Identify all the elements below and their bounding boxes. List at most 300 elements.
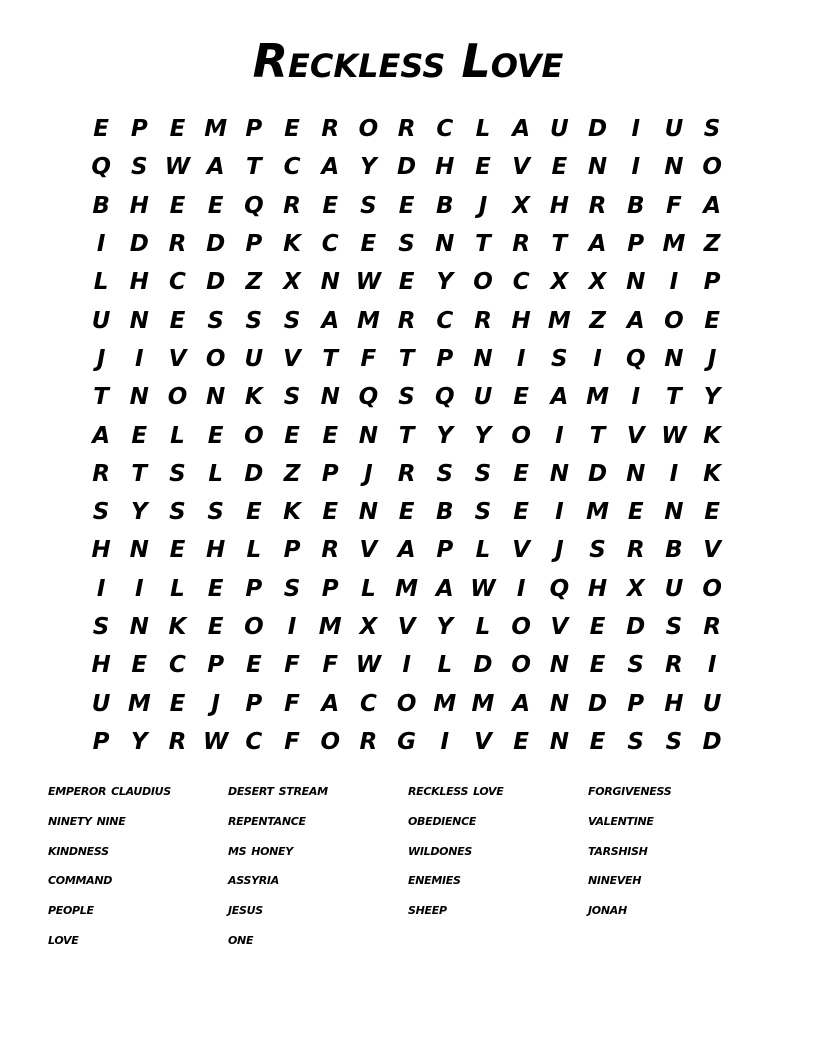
- grid-letter[interactable]: N: [206, 384, 226, 411]
- grid-letter[interactable]: P: [130, 116, 148, 143]
- grid-letter[interactable]: A: [435, 575, 454, 602]
- grid-letter[interactable]: O: [511, 422, 531, 449]
- grid-letter[interactable]: E: [284, 116, 300, 143]
- grid-letter[interactable]: O: [167, 384, 188, 411]
- grid-letter[interactable]: C: [436, 307, 454, 334]
- grid-letter[interactable]: O: [320, 728, 340, 755]
- grid-letter[interactable]: F: [666, 192, 682, 219]
- grid-letter[interactable]: E: [207, 192, 224, 219]
- grid-letter[interactable]: O: [702, 154, 722, 181]
- grid-letter[interactable]: K: [703, 422, 721, 449]
- grid-letter[interactable]: V: [512, 154, 531, 181]
- grid-letter[interactable]: T: [245, 154, 262, 181]
- grid-letter[interactable]: F: [360, 345, 377, 372]
- grid-letter[interactable]: S: [92, 614, 110, 640]
- grid-letter[interactable]: E: [169, 690, 186, 717]
- grid-letter[interactable]: I: [96, 231, 106, 258]
- grid-letter[interactable]: S: [283, 384, 301, 411]
- grid-letter[interactable]: I: [631, 116, 640, 143]
- grid-letter[interactable]: T: [322, 345, 339, 372]
- word-list-item: jesus: [228, 900, 263, 919]
- grid-letter[interactable]: S: [665, 728, 683, 755]
- grid-letter[interactable]: S: [207, 307, 224, 334]
- grid-letter[interactable]: E: [207, 614, 224, 640]
- grid-letter[interactable]: A: [92, 422, 110, 449]
- grid-letter[interactable]: N: [473, 345, 493, 372]
- grid-letter[interactable]: E: [322, 499, 339, 526]
- grid-letter[interactable]: P: [245, 690, 263, 717]
- grid-letter[interactable]: N: [129, 384, 149, 411]
- grid-letter[interactable]: A: [397, 537, 416, 564]
- grid-letter[interactable]: P: [207, 652, 225, 679]
- grid-letter[interactable]: E: [245, 499, 262, 526]
- grid-letter[interactable]: D: [397, 154, 417, 181]
- grid-letter[interactable]: F: [322, 652, 339, 679]
- grid-letter[interactable]: N: [358, 499, 379, 526]
- grid-letter[interactable]: D: [206, 269, 226, 296]
- word-list-item: repentance: [228, 810, 306, 829]
- grid-letter[interactable]: D: [129, 231, 149, 258]
- grid-letter[interactable]: Z: [245, 269, 263, 296]
- grid-letter[interactable]: Q: [549, 575, 570, 602]
- grid-letter[interactable]: K: [168, 614, 187, 640]
- grid-letter[interactable]: M: [586, 499, 609, 526]
- grid-letter[interactable]: T: [551, 231, 568, 258]
- grid-letter[interactable]: O: [244, 614, 264, 640]
- grid-letter[interactable]: V: [359, 537, 378, 564]
- grid-letter[interactable]: H: [129, 192, 149, 219]
- grid-letter[interactable]: S: [283, 575, 301, 602]
- grid-letter[interactable]: E: [169, 116, 186, 143]
- grid-letter[interactable]: W: [202, 728, 229, 755]
- grid-letter[interactable]: H: [206, 537, 226, 564]
- grid-letter[interactable]: M: [127, 690, 151, 717]
- grid-letter[interactable]: M: [318, 614, 342, 640]
- grid-letter[interactable]: D: [626, 614, 646, 640]
- grid-letter[interactable]: C: [512, 269, 530, 296]
- grid-letter[interactable]: C: [359, 690, 377, 717]
- grid-letter[interactable]: N: [129, 307, 149, 334]
- grid-letter[interactable]: Y: [436, 422, 454, 449]
- grid-letter[interactable]: X: [512, 192, 531, 219]
- grid-letter[interactable]: A: [321, 690, 340, 717]
- grid-letter[interactable]: T: [93, 384, 109, 411]
- grid-letter[interactable]: Y: [130, 499, 148, 526]
- grid-letter[interactable]: S: [398, 384, 415, 411]
- grid-letter[interactable]: P: [703, 269, 721, 296]
- grid-letter[interactable]: K: [283, 499, 301, 526]
- grid-letter[interactable]: A: [206, 154, 225, 181]
- grid-letter[interactable]: R: [474, 307, 492, 334]
- grid-letter[interactable]: P: [245, 231, 263, 258]
- grid-letter[interactable]: R: [321, 537, 340, 564]
- grid-letter[interactable]: O: [244, 422, 264, 449]
- grid-letter[interactable]: C: [169, 652, 186, 679]
- grid-letter[interactable]: U: [664, 575, 684, 602]
- grid-letter[interactable]: Y: [703, 384, 721, 411]
- grid-letter[interactable]: V: [550, 614, 569, 640]
- grid-letter[interactable]: B: [436, 192, 454, 219]
- grid-letter[interactable]: I: [516, 575, 526, 602]
- grid-letter[interactable]: R: [283, 192, 301, 219]
- grid-letter[interactable]: E: [513, 499, 530, 526]
- grid-letter[interactable]: O: [511, 614, 531, 640]
- word-list-item: wildones: [408, 840, 472, 859]
- grid-letter[interactable]: O: [511, 652, 531, 679]
- grid-letter[interactable]: L: [361, 575, 376, 602]
- grid-letter[interactable]: S: [169, 499, 186, 526]
- grid-letter[interactable]: V: [474, 728, 492, 755]
- grid-letter[interactable]: H: [129, 269, 149, 296]
- grid-letter[interactable]: Q: [358, 384, 379, 411]
- grid-letter[interactable]: A: [588, 231, 607, 258]
- grid-letter[interactable]: N: [435, 231, 455, 258]
- grid-letter[interactable]: C: [321, 231, 339, 258]
- grid-letter[interactable]: N: [626, 269, 646, 296]
- grid-letter[interactable]: C: [169, 269, 186, 296]
- grid-letter[interactable]: W: [355, 652, 382, 679]
- grid-letter[interactable]: A: [512, 690, 531, 717]
- grid-letter[interactable]: R: [168, 231, 187, 258]
- grid-letter[interactable]: O: [396, 690, 417, 717]
- grid-letter[interactable]: A: [626, 307, 645, 334]
- grid-letter[interactable]: S: [130, 154, 148, 181]
- grid-letter[interactable]: P: [436, 537, 454, 564]
- grid-letter[interactable]: N: [320, 384, 340, 411]
- grid-letter[interactable]: Q: [244, 192, 264, 219]
- grid-letter[interactable]: J: [211, 690, 220, 717]
- grid-letter[interactable]: X: [626, 575, 645, 602]
- grid-letter[interactable]: Z: [283, 460, 301, 487]
- grid-letter[interactable]: P: [321, 460, 339, 487]
- grid-letter[interactable]: S: [283, 307, 301, 334]
- grid-letter[interactable]: T: [131, 460, 148, 487]
- grid-letter[interactable]: L: [437, 652, 453, 679]
- grid-letter[interactable]: N: [587, 154, 608, 181]
- grid-letter[interactable]: W: [470, 575, 496, 602]
- grid-letter[interactable]: R: [397, 460, 416, 487]
- grid-letter[interactable]: E: [322, 192, 339, 219]
- grid-letter[interactable]: A: [703, 192, 721, 219]
- grid-letter[interactable]: M: [204, 116, 228, 143]
- grid-letter[interactable]: J: [555, 537, 564, 564]
- grid-letter[interactable]: J: [96, 345, 106, 372]
- grid-letter[interactable]: X: [359, 614, 378, 640]
- grid-letter[interactable]: E: [169, 192, 186, 219]
- grid-letter[interactable]: E: [131, 422, 148, 449]
- grid-letter[interactable]: E: [513, 460, 530, 487]
- grid-letter[interactable]: D: [702, 728, 722, 755]
- grid-letter[interactable]: D: [244, 460, 264, 487]
- grid-letter[interactable]: Y: [130, 728, 148, 755]
- grid-letter[interactable]: L: [170, 575, 185, 602]
- grid-letter[interactable]: E: [398, 499, 415, 526]
- grid-letter[interactable]: R: [359, 728, 378, 755]
- grid-letter[interactable]: K: [244, 384, 263, 411]
- grid-letter[interactable]: I: [669, 460, 679, 487]
- grid-letter[interactable]: E: [551, 154, 568, 181]
- grid-letter[interactable]: T: [398, 422, 415, 449]
- word-list-item: reckless love: [408, 781, 504, 799]
- grid-letter[interactable]: A: [512, 116, 531, 143]
- grid-letter[interactable]: D: [587, 460, 608, 487]
- grid-letter[interactable]: I: [631, 154, 640, 181]
- grid-letter[interactable]: R: [397, 116, 416, 143]
- grid-letter[interactable]: F: [284, 652, 300, 679]
- grid-letter[interactable]: N: [549, 728, 569, 755]
- grid-letter[interactable]: Q: [91, 154, 111, 181]
- grid-letter[interactable]: U: [550, 116, 569, 143]
- grid-letter[interactable]: U: [473, 384, 493, 411]
- grid-letter[interactable]: R: [397, 307, 416, 334]
- grid-letter[interactable]: Y: [436, 269, 454, 296]
- grid-letter[interactable]: R: [665, 652, 683, 679]
- grid-letter[interactable]: W: [355, 269, 382, 296]
- grid-letter[interactable]: R: [92, 460, 110, 487]
- grid-letter[interactable]: W: [661, 422, 687, 449]
- grid-letter[interactable]: H: [587, 575, 608, 602]
- grid-letter[interactable]: K: [703, 460, 721, 487]
- grid-letter[interactable]: E: [513, 384, 530, 411]
- grid-letter[interactable]: E: [93, 116, 109, 143]
- grid-letter[interactable]: N: [664, 154, 684, 181]
- grid-letter[interactable]: I: [555, 499, 564, 526]
- grid-letter[interactable]: U: [702, 690, 722, 717]
- grid-letter[interactable]: M: [433, 690, 457, 717]
- grid-letter[interactable]: B: [665, 537, 683, 564]
- grid-letter[interactable]: T: [666, 384, 682, 411]
- grid-letter[interactable]: C: [436, 116, 454, 143]
- grid-letter[interactable]: E: [513, 728, 530, 755]
- grid-letter[interactable]: E: [589, 614, 606, 640]
- grid-letter[interactable]: U: [91, 690, 111, 717]
- grid-letter[interactable]: S: [474, 499, 492, 526]
- grid-letter[interactable]: R: [703, 614, 721, 640]
- word-list-item: emperor claudius: [48, 781, 171, 799]
- word-list-item: assyria: [228, 870, 279, 889]
- grid-letter[interactable]: N: [129, 537, 149, 564]
- grid-letter[interactable]: H: [511, 307, 531, 334]
- grid-letter[interactable]: E: [704, 307, 720, 334]
- grid-letter[interactable]: O: [205, 345, 226, 372]
- grid-letter[interactable]: E: [169, 307, 186, 334]
- grid-letter[interactable]: B: [436, 499, 454, 526]
- grid-letter[interactable]: T: [398, 345, 415, 372]
- grid-letter[interactable]: E: [704, 499, 720, 526]
- grid-letter[interactable]: S: [627, 728, 644, 755]
- grid-letter[interactable]: E: [322, 422, 339, 449]
- grid-letter[interactable]: R: [168, 728, 187, 755]
- grid-letter[interactable]: O: [358, 116, 379, 143]
- word-list-item: nineveh: [588, 870, 642, 889]
- grid-letter[interactable]: Z: [589, 307, 606, 334]
- grid-letter[interactable]: I: [402, 652, 411, 679]
- grid-letter[interactable]: T: [589, 422, 606, 449]
- grid-letter[interactable]: E: [169, 537, 186, 564]
- grid-letter[interactable]: V: [397, 614, 416, 640]
- grid-letter[interactable]: E: [398, 269, 415, 296]
- grid-letter[interactable]: Q: [625, 345, 646, 372]
- grid-letter[interactable]: S: [398, 231, 415, 258]
- grid-letter[interactable]: S: [169, 460, 186, 487]
- grid-letter[interactable]: L: [170, 422, 185, 449]
- grid-letter[interactable]: L: [475, 537, 491, 564]
- grid-letter[interactable]: M: [471, 690, 495, 717]
- grid-letter[interactable]: P: [245, 575, 263, 602]
- grid-letter[interactable]: P: [436, 345, 454, 372]
- word-list-item: enemies: [408, 870, 461, 889]
- grid-letter[interactable]: S: [360, 192, 377, 219]
- grid-letter[interactable]: A: [321, 307, 340, 334]
- grid-letter[interactable]: P: [627, 690, 645, 717]
- grid-letter[interactable]: H: [549, 192, 569, 219]
- grid-letter[interactable]: N: [664, 345, 684, 372]
- grid-letter[interactable]: S: [474, 460, 492, 487]
- grid-letter[interactable]: B: [92, 192, 110, 219]
- grid-letter[interactable]: R: [626, 537, 645, 564]
- grid-letter[interactable]: E: [475, 154, 491, 181]
- grid-letter[interactable]: E: [284, 422, 300, 449]
- grid-letter[interactable]: A: [321, 154, 340, 181]
- grid-letter[interactable]: I: [555, 422, 564, 449]
- word-list-item: people: [48, 900, 94, 919]
- grid-letter[interactable]: I: [287, 614, 297, 640]
- grid-letter[interactable]: H: [91, 652, 111, 679]
- word-list-item: ninety nine: [48, 810, 126, 829]
- grid-letter[interactable]: H: [91, 537, 111, 564]
- grid-letter[interactable]: I: [440, 728, 450, 755]
- grid-letter[interactable]: S: [436, 460, 454, 487]
- grid-letter[interactable]: O: [664, 307, 684, 334]
- grid-letter[interactable]: E: [207, 422, 224, 449]
- grid-letter[interactable]: L: [93, 269, 109, 296]
- grid-letter[interactable]: O: [473, 269, 493, 296]
- grid-letter[interactable]: S: [627, 652, 644, 679]
- grid-letter[interactable]: N: [549, 690, 569, 717]
- grid-letter[interactable]: Q: [435, 384, 455, 411]
- grid-letter[interactable]: Z: [703, 231, 721, 258]
- grid-letter[interactable]: I: [631, 384, 640, 411]
- grid-letter[interactable]: S: [207, 499, 224, 526]
- grid-letter[interactable]: X: [283, 269, 301, 296]
- grid-letter[interactable]: L: [246, 537, 262, 564]
- grid-letter[interactable]: R: [512, 231, 531, 258]
- grid-letter[interactable]: N: [129, 614, 149, 640]
- grid-letter[interactable]: X: [550, 269, 569, 296]
- grid-letter[interactable]: S: [665, 614, 683, 640]
- grid-letter[interactable]: N: [549, 460, 569, 487]
- grid-letter[interactable]: V: [283, 345, 301, 372]
- grid-letter[interactable]: E: [245, 652, 262, 679]
- grid-letter[interactable]: S: [92, 499, 110, 526]
- grid-letter[interactable]: U: [91, 307, 111, 334]
- grid-letter[interactable]: T: [475, 231, 491, 258]
- grid-letter[interactable]: I: [135, 345, 144, 372]
- grid-letter[interactable]: M: [662, 231, 686, 258]
- grid-letter[interactable]: E: [131, 652, 148, 679]
- grid-letter[interactable]: J: [364, 460, 373, 487]
- grid-letter[interactable]: I: [593, 345, 602, 372]
- grid-letter[interactable]: H: [435, 154, 455, 181]
- grid-letter[interactable]: D: [206, 231, 226, 258]
- grid-letter[interactable]: M: [356, 307, 380, 334]
- grid-letter[interactable]: I: [135, 575, 144, 602]
- grid-letter[interactable]: S: [245, 307, 263, 334]
- grid-letter[interactable]: M: [395, 575, 419, 602]
- grid-letter[interactable]: P: [627, 231, 645, 258]
- grid-letter[interactable]: Y: [436, 614, 454, 640]
- grid-letter[interactable]: R: [321, 116, 340, 143]
- grid-letter[interactable]: E: [360, 231, 377, 258]
- grid-letter[interactable]: L: [475, 614, 491, 640]
- grid-letter[interactable]: D: [473, 652, 493, 679]
- grid-letter[interactable]: P: [321, 575, 339, 602]
- grid-letter[interactable]: X: [588, 269, 607, 296]
- grid-letter[interactable]: A: [550, 384, 569, 411]
- grid-letter[interactable]: J: [478, 192, 488, 219]
- grid-letter[interactable]: I: [96, 575, 106, 602]
- grid-letter[interactable]: V: [626, 422, 645, 449]
- grid-letter[interactable]: I: [707, 652, 717, 679]
- grid-letter[interactable]: N: [358, 422, 379, 449]
- grid-letter[interactable]: O: [702, 575, 722, 602]
- word-list-item: jonah: [588, 900, 627, 919]
- grid-letter[interactable]: L: [475, 116, 491, 143]
- grid-letter[interactable]: N: [320, 269, 340, 296]
- grid-letter[interactable]: G: [397, 728, 417, 755]
- grid-letter[interactable]: I: [669, 269, 679, 296]
- grid-letter[interactable]: E: [627, 499, 644, 526]
- grid-letter[interactable]: U: [664, 116, 684, 143]
- grid-letter[interactable]: L: [208, 460, 223, 487]
- grid-letter[interactable]: F: [284, 690, 300, 717]
- grid-letter[interactable]: N: [626, 460, 646, 487]
- grid-letter[interactable]: E: [589, 652, 606, 679]
- grid-letter[interactable]: W: [164, 154, 191, 181]
- grid-letter[interactable]: P: [92, 728, 110, 755]
- grid-letter[interactable]: C: [245, 728, 263, 755]
- grid-letter[interactable]: V: [168, 345, 187, 372]
- grid-letter[interactable]: C: [283, 154, 301, 181]
- grid-letter[interactable]: Y: [360, 154, 377, 181]
- grid-letter[interactable]: E: [207, 575, 224, 602]
- grid-letter[interactable]: R: [588, 192, 607, 219]
- grid-letter[interactable]: V: [703, 537, 721, 564]
- grid-letter[interactable]: N: [549, 652, 569, 679]
- grid-letter[interactable]: D: [587, 116, 608, 143]
- grid-letter[interactable]: F: [284, 728, 300, 755]
- grid-letter[interactable]: S: [589, 537, 606, 564]
- grid-letter[interactable]: D: [587, 690, 608, 717]
- grid-letter[interactable]: J: [707, 345, 717, 372]
- grid-letter[interactable]: U: [244, 345, 264, 372]
- grid-letter[interactable]: V: [512, 537, 531, 564]
- grid-letter[interactable]: S: [551, 345, 568, 372]
- grid-letter[interactable]: E: [398, 192, 415, 219]
- grid-letter[interactable]: K: [283, 231, 301, 258]
- grid-letter[interactable]: E: [589, 728, 606, 755]
- grid-letter[interactable]: M: [547, 307, 571, 334]
- grid-letter[interactable]: B: [626, 192, 645, 219]
- grid-letter[interactable]: I: [516, 345, 526, 372]
- grid-letter[interactable]: M: [586, 384, 609, 411]
- grid-letter[interactable]: P: [245, 116, 263, 143]
- grid-letter[interactable]: Y: [474, 422, 492, 449]
- grid-letter[interactable]: S: [703, 116, 721, 143]
- grid-letter[interactable]: N: [664, 499, 684, 526]
- grid-letter[interactable]: H: [664, 690, 684, 717]
- grid-letter[interactable]: P: [283, 537, 301, 564]
